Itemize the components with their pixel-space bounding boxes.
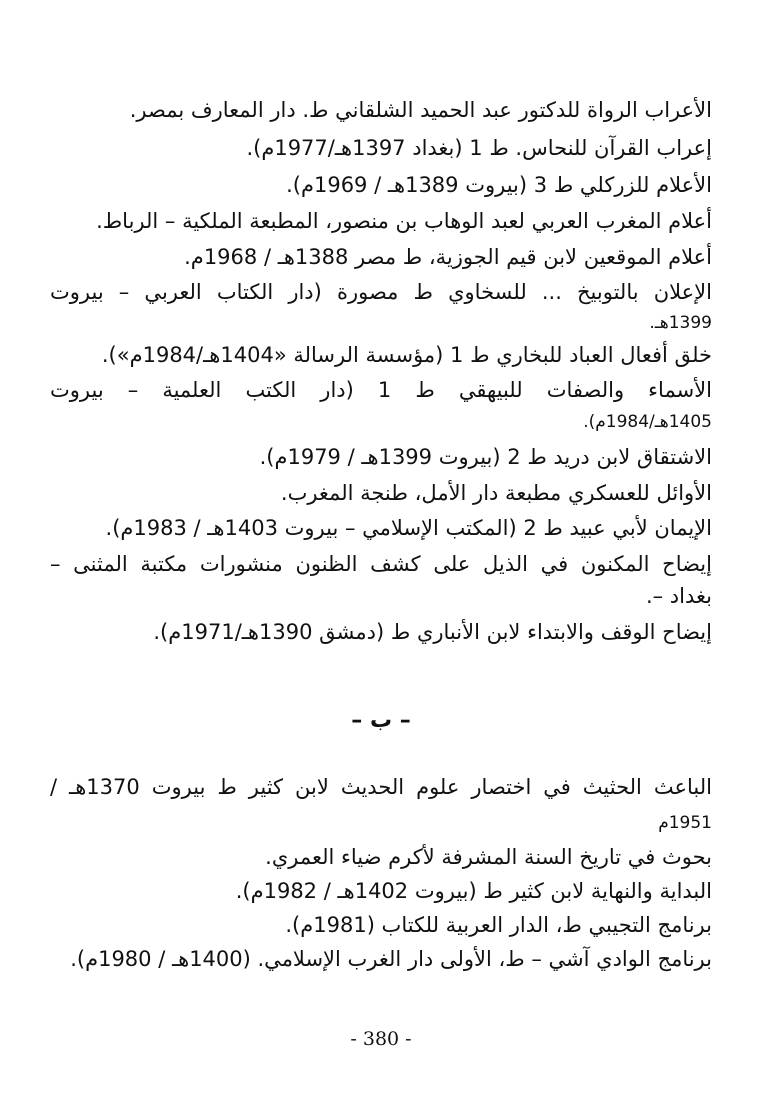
bibliography-entry: إيضاح المكنون في الذيل على كشف الظنون منشورات مكتبة المثنى – bbox=[50, 552, 712, 576]
bibliography-entry: الباعث الحثيث في اختصار علوم الحديث لابن كثير ط بيروت 1370هـ / bbox=[50, 775, 712, 799]
bibliography-entry: الأعلام للزركلي ط 3 (بيروت 1389هـ / 1969م). bbox=[286, 173, 712, 197]
bibliography-entry: إعراب القرآن للنحاس. ط 1 (بغداد 1397هـ/1977م). bbox=[246, 136, 712, 160]
page-number: - 380 - bbox=[350, 1028, 412, 1050]
bibliography-entry: إيضاح الوقف والابتداء لابن الأنباري ط (دمشق 1390هـ/1971م). bbox=[153, 620, 712, 644]
bibliography-entry: البداية والنهاية لابن كثير ط (بيروت 1402هـ / 1982م). bbox=[235, 879, 712, 903]
bibliography-entry: الأعراب الرواة للدكتور عبد الحميد الشلقاني ط. دار المعارف بمصر. bbox=[129, 98, 712, 122]
bibliography-entry: الإعلان بالتوبيخ ... للسخاوي ط مصورة (دار الكتاب العربي – بيروت bbox=[50, 280, 712, 304]
bibliography-entry: برنامج التجيبي ط، الدار العربية للكتاب (1981م). bbox=[285, 913, 712, 937]
bibliography-entry-continuation: 1405هـ/1984م). bbox=[583, 412, 712, 432]
bibliography-entry: الأسماء والصفات للبيهقي ط 1 (دار الكتب العلمية – بيروت bbox=[50, 378, 712, 402]
bibliography-entry: أعلام المغرب العربي لعبد الوهاب بن منصور، المطبعة الملكية – الرباط. bbox=[96, 209, 712, 233]
bibliography-entry: الأوائل للعسكري مطبعة دار الأمل، طنجة المغرب. bbox=[280, 481, 712, 505]
section-heading: – ب – bbox=[351, 708, 411, 733]
bibliography-entry: أعلام الموقعين لابن قيم الجوزية، ط مصر 1388هـ / 1968م. bbox=[184, 245, 712, 269]
bibliography-entry: الإيمان لأبي عبيد ط 2 (المكتب الإسلامي – بيروت 1403هـ / 1983م). bbox=[105, 516, 712, 540]
bibliography-entry: برنامج الوادي آشي – ط، الأولى دار الغرب الإسلامي. (1400هـ / 1980م). bbox=[70, 947, 712, 971]
bibliography-entry-continuation: 1951م bbox=[658, 813, 712, 833]
bibliography-entry: الاشتقاق لابن دريد ط 2 (بيروت 1399هـ / 1979م). bbox=[259, 445, 712, 469]
bibliography-entry-continuation: بغداد –. bbox=[645, 584, 712, 608]
bibliography-entry-continuation: 1399هـ. bbox=[649, 313, 712, 333]
bibliography-entry: خلق أفعال العباد للبخاري ط 1 (مؤسسة الرسالة «1404هـ/1984م»). bbox=[101, 343, 712, 367]
bibliography-entry: بحوث في تاريخ السنة المشرفة لأكرم ضياء العمري. bbox=[265, 845, 712, 869]
